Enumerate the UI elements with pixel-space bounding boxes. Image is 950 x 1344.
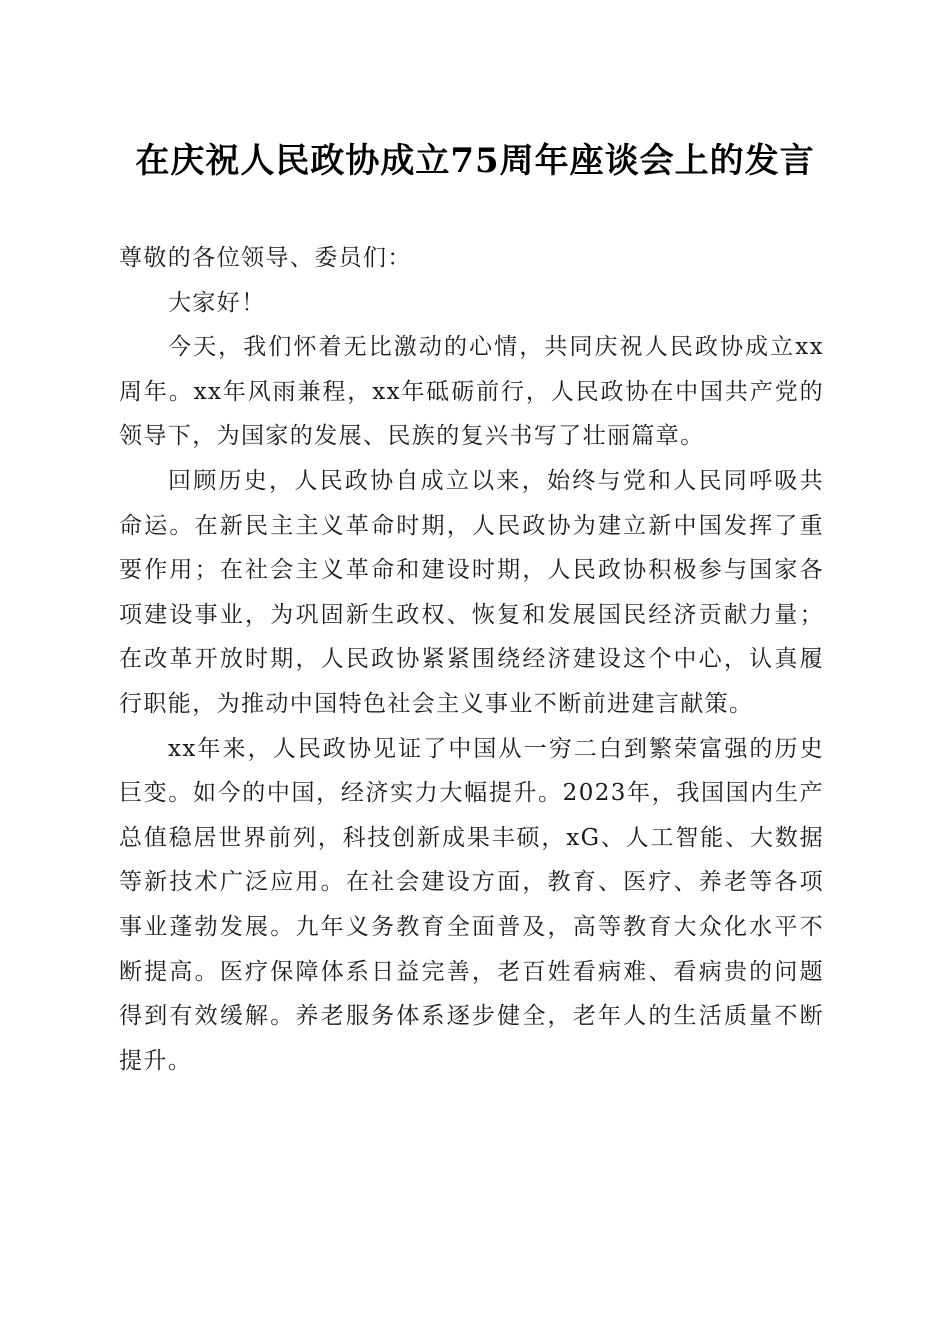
paragraph-1: 今天，我们怀着无比激动的心情，共同庆祝人民政协成立xx周年。xx年风雨兼程，xx年砥砺前行，人民政协在中国共产党的领导下，为国家的发展、民族的复兴书写了壮丽篇章。: [119, 334, 824, 450]
greeting: 大家好！: [168, 289, 266, 316]
document-title: 在庆祝人民政协成立75周年座谈会上的发言: [135, 141, 815, 181]
paragraph-2: 回顾历史，人民政协自成立以来，始终与党和人民同呼吸共命运。在新民主主义革命时期，人民政协为建立新中国发挥了重要作用；在社会主义革命和建设时期，人民政协积极参与国家各项建设事业，为巩固新生政权、恢复和发展国民经济贡献力量；在改革开放时期，人民政协紧紧围绕经济建设这个中心，认真履行职能，为推动中国特色社会主义事业不断前进建言献策。: [119, 467, 824, 717]
paragraph-3: xx年来，人民政协见证了中国从一穷二白到繁荣富强的历史巨变。如今的中国，经济实力大幅提升。2023年，我国国内生产总值稳居世界前列，科技创新成果丰硕，xG、人工智能、大数据等新技术广泛应用。在社会建设方面，教育、医疗、养老等各项事业蓬勃发展。九年义务教育全面普及，高等教育大众化水平不断提高。医疗保障体系日益完善，老百姓看病难、看病贵的问题得到有效缓解。养老服务体系逐步健全，老年人的生活质量不断提升。: [119, 735, 824, 1074]
document-body: [119, 236, 824, 1083]
salutation: 尊敬的各位领导、委员们：: [119, 245, 412, 271]
